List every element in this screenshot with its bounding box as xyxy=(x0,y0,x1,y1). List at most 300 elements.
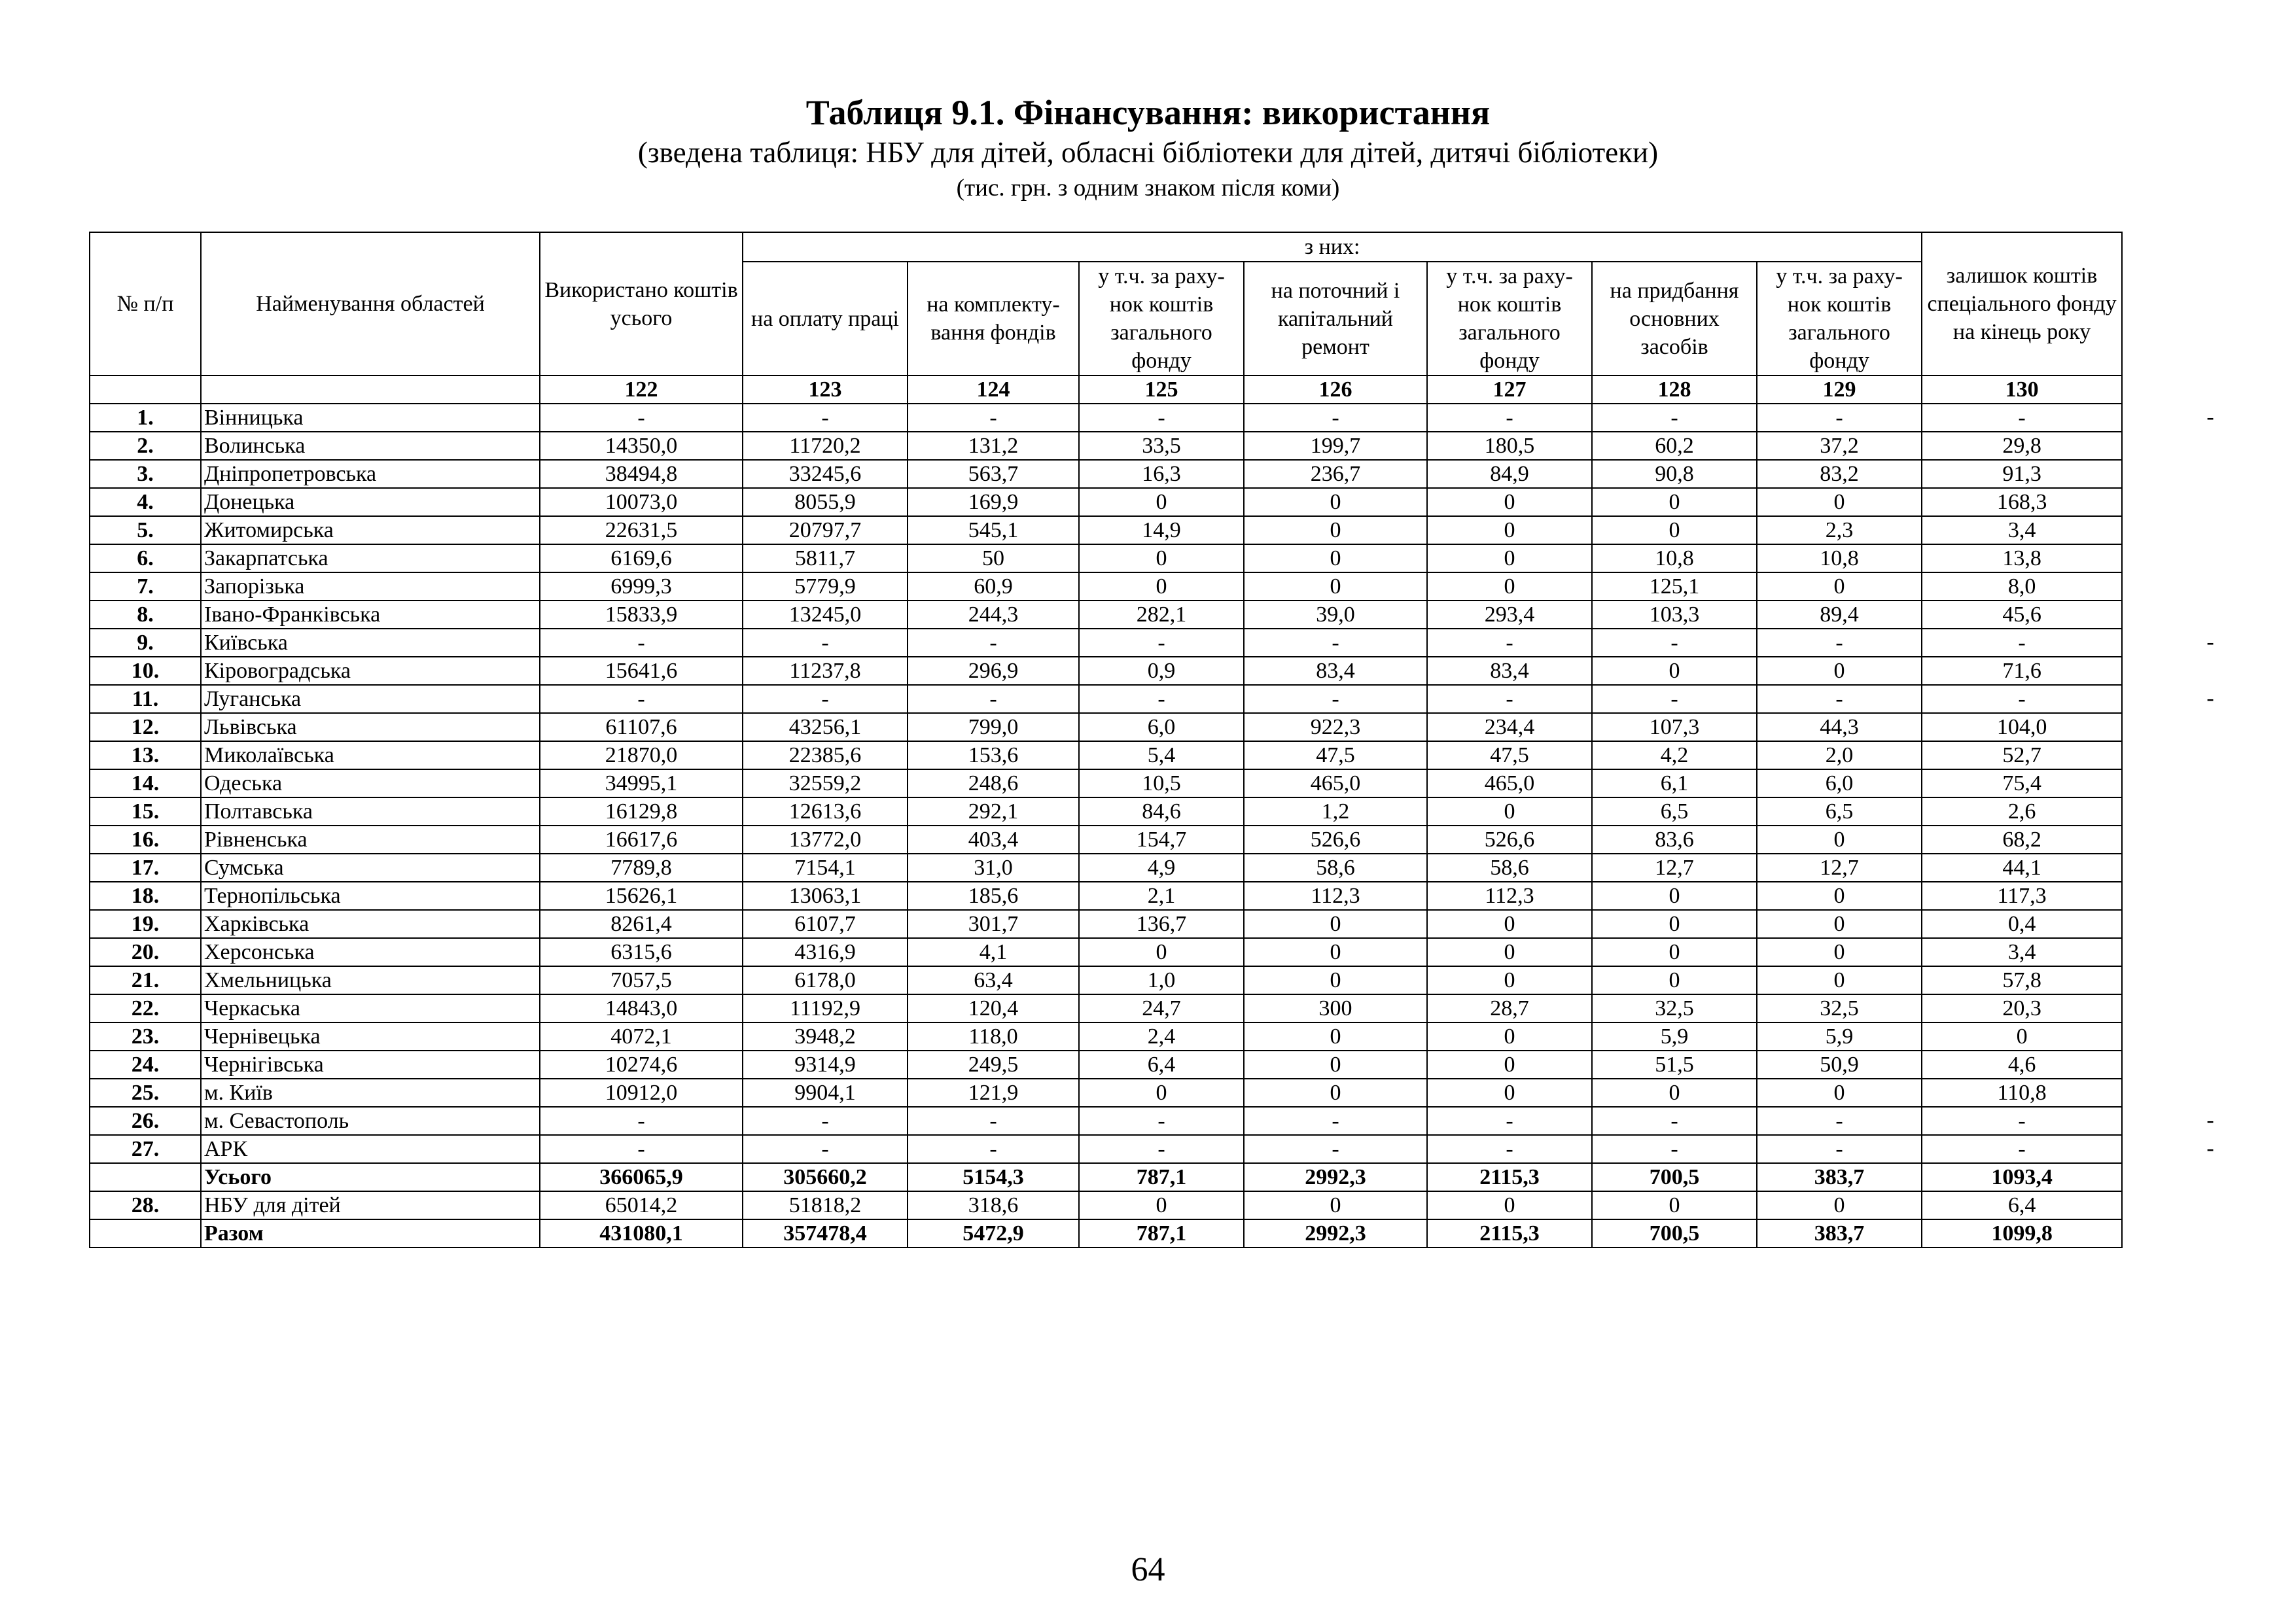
value-cell: 110,8 xyxy=(1922,1079,2122,1107)
value-cell: 68,2 xyxy=(1922,826,2122,854)
header-row-top xyxy=(90,232,2122,262)
value-cell: - xyxy=(540,1107,743,1135)
value-cell: 11237,8 xyxy=(743,657,908,685)
region-name: м. Севастополь xyxy=(201,1107,540,1135)
value-cell: 10274,6 xyxy=(540,1051,743,1079)
value-cell: 3,4 xyxy=(1922,516,2122,544)
value-cell: 9314,9 xyxy=(743,1051,908,1079)
value-cell: - xyxy=(1922,404,2122,432)
region-name: Миколаївська xyxy=(201,741,540,769)
value-cell: 431080,1 xyxy=(540,1219,743,1248)
region-name: НБУ для дітей xyxy=(201,1191,540,1219)
value-cell: 563,7 xyxy=(908,460,1079,488)
value-cell: 4072,1 xyxy=(540,1022,743,1051)
column-code: 127 xyxy=(1427,375,1592,404)
value-cell: 403,4 xyxy=(908,826,1079,854)
value-cell: - xyxy=(540,685,743,713)
value-cell: 357478,4 xyxy=(743,1219,908,1248)
header-region: Найменування областей xyxy=(201,232,540,375)
value-cell: 37,2 xyxy=(1757,432,1922,460)
table-row xyxy=(90,910,2122,938)
value-cell: 22385,6 xyxy=(743,741,908,769)
region-name: Усього xyxy=(201,1163,540,1191)
value-cell: - xyxy=(1757,629,1922,657)
table-title: Таблиця 9.1. Фінансування: використання xyxy=(805,93,1491,132)
margin-dash: - xyxy=(2206,630,2214,654)
value-cell: 292,1 xyxy=(908,797,1079,826)
value-cell: 6,5 xyxy=(1757,797,1922,826)
units-note: (тис. грн. з одним знаком після коми) xyxy=(956,175,1340,201)
value-cell: 11192,9 xyxy=(743,994,908,1022)
value-cell: - xyxy=(1427,629,1592,657)
value-cell: 58,6 xyxy=(1427,854,1592,882)
value-cell: 118,0 xyxy=(908,1022,1079,1051)
value-cell: 7057,5 xyxy=(540,966,743,994)
row-number: 23. xyxy=(90,1022,201,1051)
value-cell: 2115,3 xyxy=(1427,1219,1592,1248)
value-cell: 0 xyxy=(1244,910,1427,938)
value-cell: 4,2 xyxy=(1592,741,1757,769)
value-cell: 10073,0 xyxy=(540,488,743,516)
value-cell: 0 xyxy=(1757,938,1922,966)
value-cell: 60,9 xyxy=(908,572,1079,601)
row-number: 19. xyxy=(90,910,201,938)
value-cell: 1,0 xyxy=(1079,966,1244,994)
value-cell: 301,7 xyxy=(908,910,1079,938)
value-cell: - xyxy=(1592,404,1757,432)
header-acq-general: у т.ч. за раху-нок коштів загального фонду xyxy=(1079,262,1244,375)
column-code: 128 xyxy=(1592,375,1757,404)
value-cell: 65014,2 xyxy=(540,1191,743,1219)
value-cell: - xyxy=(743,404,908,432)
region-name: Одеська xyxy=(201,769,540,797)
value-cell: 0 xyxy=(1244,488,1427,516)
value-cell: 15626,1 xyxy=(540,882,743,910)
value-cell: 75,4 xyxy=(1922,769,2122,797)
row-number: 6. xyxy=(90,544,201,572)
header-assets-general: у т.ч. за раху-нок коштів загального фонду xyxy=(1757,262,1922,375)
value-cell: - xyxy=(1079,1135,1244,1163)
column-code: 129 xyxy=(1757,375,1922,404)
value-cell: 300 xyxy=(1244,994,1427,1022)
value-cell: 117,3 xyxy=(1922,882,2122,910)
value-cell: 0,4 xyxy=(1922,910,2122,938)
value-cell: 0 xyxy=(1922,1022,2122,1051)
value-cell: 2992,3 xyxy=(1244,1219,1427,1248)
value-cell: 84,9 xyxy=(1427,460,1592,488)
region-name: Сумська xyxy=(201,854,540,882)
value-cell: 700,5 xyxy=(1592,1219,1757,1248)
value-cell: 20797,7 xyxy=(743,516,908,544)
value-cell: - xyxy=(1244,1107,1427,1135)
value-cell: 5472,9 xyxy=(908,1219,1079,1248)
table-row xyxy=(90,685,2122,713)
value-cell: 22631,5 xyxy=(540,516,743,544)
value-cell: - xyxy=(743,685,908,713)
value-cell: 16,3 xyxy=(1079,460,1244,488)
table-row xyxy=(90,1079,2122,1107)
value-cell: 6178,0 xyxy=(743,966,908,994)
value-cell: 7154,1 xyxy=(743,854,908,882)
value-cell: 0 xyxy=(1079,938,1244,966)
value-cell: 51,5 xyxy=(1592,1051,1757,1079)
value-cell: 0 xyxy=(1244,1191,1427,1219)
value-cell: 1093,4 xyxy=(1922,1163,2122,1191)
value-cell: 14843,0 xyxy=(540,994,743,1022)
value-cell: 799,0 xyxy=(908,713,1079,741)
row-number: 7. xyxy=(90,572,201,601)
value-cell: 10,8 xyxy=(1592,544,1757,572)
margin-dash: - xyxy=(2206,1108,2214,1132)
row-number: 3. xyxy=(90,460,201,488)
value-cell: - xyxy=(1757,404,1922,432)
value-cell: - xyxy=(1757,685,1922,713)
header-salary: на оплату праці xyxy=(743,262,908,375)
value-cell: 4,1 xyxy=(908,938,1079,966)
value-cell: - xyxy=(1244,404,1427,432)
region-name: Вінницька xyxy=(201,404,540,432)
value-cell: 154,7 xyxy=(1079,826,1244,854)
value-cell: - xyxy=(1922,1135,2122,1163)
value-cell: 293,4 xyxy=(1427,601,1592,629)
value-cell: 465,0 xyxy=(1244,769,1427,797)
column-code: 122 xyxy=(540,375,743,404)
header-of-which: з них: xyxy=(743,232,1922,262)
row-number: 28. xyxy=(90,1191,201,1219)
value-cell: 10,5 xyxy=(1079,769,1244,797)
value-cell: 10912,0 xyxy=(540,1079,743,1107)
value-cell: 6,4 xyxy=(1079,1051,1244,1079)
value-cell: - xyxy=(1922,629,2122,657)
region-name: Волинська xyxy=(201,432,540,460)
table-row xyxy=(90,629,2122,657)
value-cell: 296,9 xyxy=(908,657,1079,685)
value-cell: 6107,7 xyxy=(743,910,908,938)
table-row xyxy=(90,966,2122,994)
value-cell: 44,1 xyxy=(1922,854,2122,882)
value-cell: 103,3 xyxy=(1592,601,1757,629)
value-cell: 0 xyxy=(1757,826,1922,854)
value-cell: 13245,0 xyxy=(743,601,908,629)
value-cell: 39,0 xyxy=(1244,601,1427,629)
value-cell: 526,6 xyxy=(1427,826,1592,854)
value-cell: 199,7 xyxy=(1244,432,1427,460)
region-name: Житомирська xyxy=(201,516,540,544)
value-cell: - xyxy=(1427,1135,1592,1163)
column-code: 125 xyxy=(1079,375,1244,404)
table-row xyxy=(90,657,2122,685)
value-cell: 16129,8 xyxy=(540,797,743,826)
value-cell: 6,4 xyxy=(1922,1191,2122,1219)
table-row xyxy=(90,1022,2122,1051)
value-cell: 50,9 xyxy=(1757,1051,1922,1079)
column-codes-row xyxy=(90,375,2122,404)
value-cell: 0 xyxy=(1427,1022,1592,1051)
value-cell: 31,0 xyxy=(908,854,1079,882)
value-cell: 3948,2 xyxy=(743,1022,908,1051)
value-cell: 38494,8 xyxy=(540,460,743,488)
table-row xyxy=(90,769,2122,797)
value-cell: 6,0 xyxy=(1079,713,1244,741)
value-cell: 0 xyxy=(1757,882,1922,910)
value-cell: 32,5 xyxy=(1592,994,1757,1022)
value-cell: 6999,3 xyxy=(540,572,743,601)
value-cell: 112,3 xyxy=(1244,882,1427,910)
value-cell: - xyxy=(908,1107,1079,1135)
value-cell: 236,7 xyxy=(1244,460,1427,488)
value-cell: 922,3 xyxy=(1244,713,1427,741)
table-row xyxy=(90,601,2122,629)
financing-table xyxy=(89,232,2123,1248)
value-cell: 8,0 xyxy=(1922,572,2122,601)
value-cell: 383,7 xyxy=(1757,1163,1922,1191)
value-cell: 0 xyxy=(1427,572,1592,601)
row-number: 25. xyxy=(90,1079,201,1107)
value-cell: - xyxy=(540,1135,743,1163)
value-cell: 28,7 xyxy=(1427,994,1592,1022)
value-cell: 7789,8 xyxy=(540,854,743,882)
value-cell: 0 xyxy=(1757,1191,1922,1219)
region-name: Закарпатська xyxy=(201,544,540,572)
value-cell: 700,5 xyxy=(1592,1163,1757,1191)
value-cell: 83,4 xyxy=(1244,657,1427,685)
table-row xyxy=(90,516,2122,544)
table-row xyxy=(90,432,2122,460)
value-cell: 125,1 xyxy=(1592,572,1757,601)
value-cell: 34995,1 xyxy=(540,769,743,797)
table-row xyxy=(90,460,2122,488)
value-cell: - xyxy=(1244,1135,1427,1163)
region-name: Дніпропетровська xyxy=(201,460,540,488)
value-cell: 0 xyxy=(1592,488,1757,516)
table-row xyxy=(90,1219,2122,1248)
value-cell: 6,0 xyxy=(1757,769,1922,797)
value-cell: 2,6 xyxy=(1922,797,2122,826)
row-number: 17. xyxy=(90,854,201,882)
table-subtitle: (зведена таблиця: НБУ для дітей, обласні бібліотеки для дітей, дитячі бібліотеки) xyxy=(637,136,1659,169)
value-cell: 0 xyxy=(1244,966,1427,994)
value-cell: 0 xyxy=(1592,657,1757,685)
value-cell: 3,4 xyxy=(1922,938,2122,966)
table-row xyxy=(90,854,2122,882)
region-name: Харківська xyxy=(201,910,540,938)
value-cell: 0 xyxy=(1592,1079,1757,1107)
table-row xyxy=(90,741,2122,769)
value-cell: 0 xyxy=(1244,1051,1427,1079)
row-number xyxy=(90,1219,201,1248)
value-cell: 0 xyxy=(1079,488,1244,516)
value-cell: 0 xyxy=(1427,488,1592,516)
value-cell: 153,6 xyxy=(908,741,1079,769)
value-cell: - xyxy=(1757,1107,1922,1135)
row-number: 26. xyxy=(90,1107,201,1135)
row-number: 1. xyxy=(90,404,201,432)
value-cell: 4316,9 xyxy=(743,938,908,966)
value-cell: 107,3 xyxy=(1592,713,1757,741)
value-cell: - xyxy=(743,1107,908,1135)
value-cell: 0 xyxy=(1244,1022,1427,1051)
region-name: АРК xyxy=(201,1135,540,1163)
row-number: 4. xyxy=(90,488,201,516)
value-cell: 63,4 xyxy=(908,966,1079,994)
row-number: 10. xyxy=(90,657,201,685)
value-cell: - xyxy=(1757,1135,1922,1163)
value-cell: 12,7 xyxy=(1592,854,1757,882)
value-cell: - xyxy=(540,629,743,657)
row-number: 9. xyxy=(90,629,201,657)
value-cell: 0 xyxy=(1244,572,1427,601)
row-number: 20. xyxy=(90,938,201,966)
value-cell: 234,4 xyxy=(1427,713,1592,741)
row-number xyxy=(90,1163,201,1191)
region-name: Чернігівська xyxy=(201,1051,540,1079)
row-number: 15. xyxy=(90,797,201,826)
value-cell: 21870,0 xyxy=(540,741,743,769)
table-row xyxy=(90,826,2122,854)
value-cell: - xyxy=(1427,404,1592,432)
value-cell: 57,8 xyxy=(1922,966,2122,994)
value-cell: 6315,6 xyxy=(540,938,743,966)
region-name: Полтавська xyxy=(201,797,540,826)
value-cell: 2115,3 xyxy=(1427,1163,1592,1191)
value-cell: 83,2 xyxy=(1757,460,1922,488)
value-cell: 282,1 xyxy=(1079,601,1244,629)
value-cell: 0 xyxy=(1244,516,1427,544)
value-cell: 5,9 xyxy=(1757,1022,1922,1051)
row-number: 5. xyxy=(90,516,201,544)
value-cell: 12613,6 xyxy=(743,797,908,826)
value-cell: 84,6 xyxy=(1079,797,1244,826)
value-cell: 0 xyxy=(1427,544,1592,572)
value-cell: 249,5 xyxy=(908,1051,1079,1079)
region-name: Разом xyxy=(201,1219,540,1248)
value-cell: 0 xyxy=(1427,938,1592,966)
value-cell: 45,6 xyxy=(1922,601,2122,629)
header-used-total: Використано коштів усього xyxy=(540,232,743,375)
value-cell: 0 xyxy=(1427,1191,1592,1219)
value-cell: 526,6 xyxy=(1244,826,1427,854)
code-empty xyxy=(90,375,201,404)
value-cell: 33245,6 xyxy=(743,460,908,488)
value-cell: 14350,0 xyxy=(540,432,743,460)
value-cell: 15641,6 xyxy=(540,657,743,685)
value-cell: 91,3 xyxy=(1922,460,2122,488)
header-repair: на поточний і капітальний ремонт xyxy=(1244,262,1427,375)
region-name: Хмельницька xyxy=(201,966,540,994)
row-number: 13. xyxy=(90,741,201,769)
value-cell: 366065,9 xyxy=(540,1163,743,1191)
value-cell: 83,4 xyxy=(1427,657,1592,685)
row-number: 8. xyxy=(90,601,201,629)
value-cell: - xyxy=(1592,685,1757,713)
value-cell: 89,4 xyxy=(1757,601,1922,629)
region-name: Київська xyxy=(201,629,540,657)
value-cell: 4,6 xyxy=(1922,1051,2122,1079)
value-cell: 248,6 xyxy=(908,769,1079,797)
value-cell: 6,5 xyxy=(1592,797,1757,826)
row-number: 21. xyxy=(90,966,201,994)
value-cell: - xyxy=(743,1135,908,1163)
value-cell: 12,7 xyxy=(1757,854,1922,882)
value-cell: 15833,9 xyxy=(540,601,743,629)
value-cell: 0 xyxy=(1592,938,1757,966)
table-row xyxy=(90,544,2122,572)
row-number: 11. xyxy=(90,685,201,713)
table-row xyxy=(90,488,2122,516)
value-cell: 136,7 xyxy=(1079,910,1244,938)
header-repair-general: у т.ч. за раху-нок коштів загального фонду xyxy=(1427,262,1592,375)
value-cell: 2,3 xyxy=(1757,516,1922,544)
value-cell: 61107,6 xyxy=(540,713,743,741)
value-cell: - xyxy=(908,685,1079,713)
value-cell: 8261,4 xyxy=(540,910,743,938)
value-cell: 0 xyxy=(1079,572,1244,601)
column-code: 124 xyxy=(908,375,1079,404)
region-name: Донецька xyxy=(201,488,540,516)
value-cell: 32,5 xyxy=(1757,994,1922,1022)
value-cell: 305660,2 xyxy=(743,1163,908,1191)
row-number: 2. xyxy=(90,432,201,460)
column-code: 126 xyxy=(1244,375,1427,404)
value-cell: - xyxy=(1922,685,2122,713)
value-cell: 2,0 xyxy=(1757,741,1922,769)
header-assets: на придбання основних засобів xyxy=(1592,262,1757,375)
value-cell: - xyxy=(1244,629,1427,657)
value-cell: 0 xyxy=(1757,1079,1922,1107)
region-name: Луганська xyxy=(201,685,540,713)
value-cell: 5,9 xyxy=(1592,1022,1757,1051)
value-cell: - xyxy=(1427,685,1592,713)
value-cell: 10,8 xyxy=(1757,544,1922,572)
table-row xyxy=(90,404,2122,432)
value-cell: 71,6 xyxy=(1922,657,2122,685)
value-cell: 83,6 xyxy=(1592,826,1757,854)
value-cell: 58,6 xyxy=(1244,854,1427,882)
row-number: 24. xyxy=(90,1051,201,1079)
value-cell: 0 xyxy=(1244,1079,1427,1107)
header-num: № п/п xyxy=(90,232,201,375)
value-cell: 51818,2 xyxy=(743,1191,908,1219)
region-name: Тернопільська xyxy=(201,882,540,910)
value-cell: 5811,7 xyxy=(743,544,908,572)
value-cell: 0 xyxy=(1592,1191,1757,1219)
table-row xyxy=(90,994,2122,1022)
value-cell: - xyxy=(743,629,908,657)
value-cell: 0 xyxy=(1427,1079,1592,1107)
value-cell: 169,9 xyxy=(908,488,1079,516)
value-cell: 0 xyxy=(1592,966,1757,994)
value-cell: 6169,6 xyxy=(540,544,743,572)
table-row xyxy=(90,1107,2122,1135)
region-name: Кіровоградська xyxy=(201,657,540,685)
value-cell: - xyxy=(540,404,743,432)
value-cell: 0 xyxy=(1427,516,1592,544)
value-cell: - xyxy=(1079,629,1244,657)
value-cell: - xyxy=(1592,629,1757,657)
value-cell: 8055,9 xyxy=(743,488,908,516)
value-cell: 185,6 xyxy=(908,882,1079,910)
value-cell: 43256,1 xyxy=(743,713,908,741)
value-cell: 11720,2 xyxy=(743,432,908,460)
value-cell: - xyxy=(908,404,1079,432)
value-cell: - xyxy=(1079,404,1244,432)
value-cell: 9904,1 xyxy=(743,1079,908,1107)
table-row xyxy=(90,1163,2122,1191)
row-number: 22. xyxy=(90,994,201,1022)
value-cell: - xyxy=(1427,1107,1592,1135)
region-name: Запорізька xyxy=(201,572,540,601)
value-cell: 44,3 xyxy=(1757,713,1922,741)
